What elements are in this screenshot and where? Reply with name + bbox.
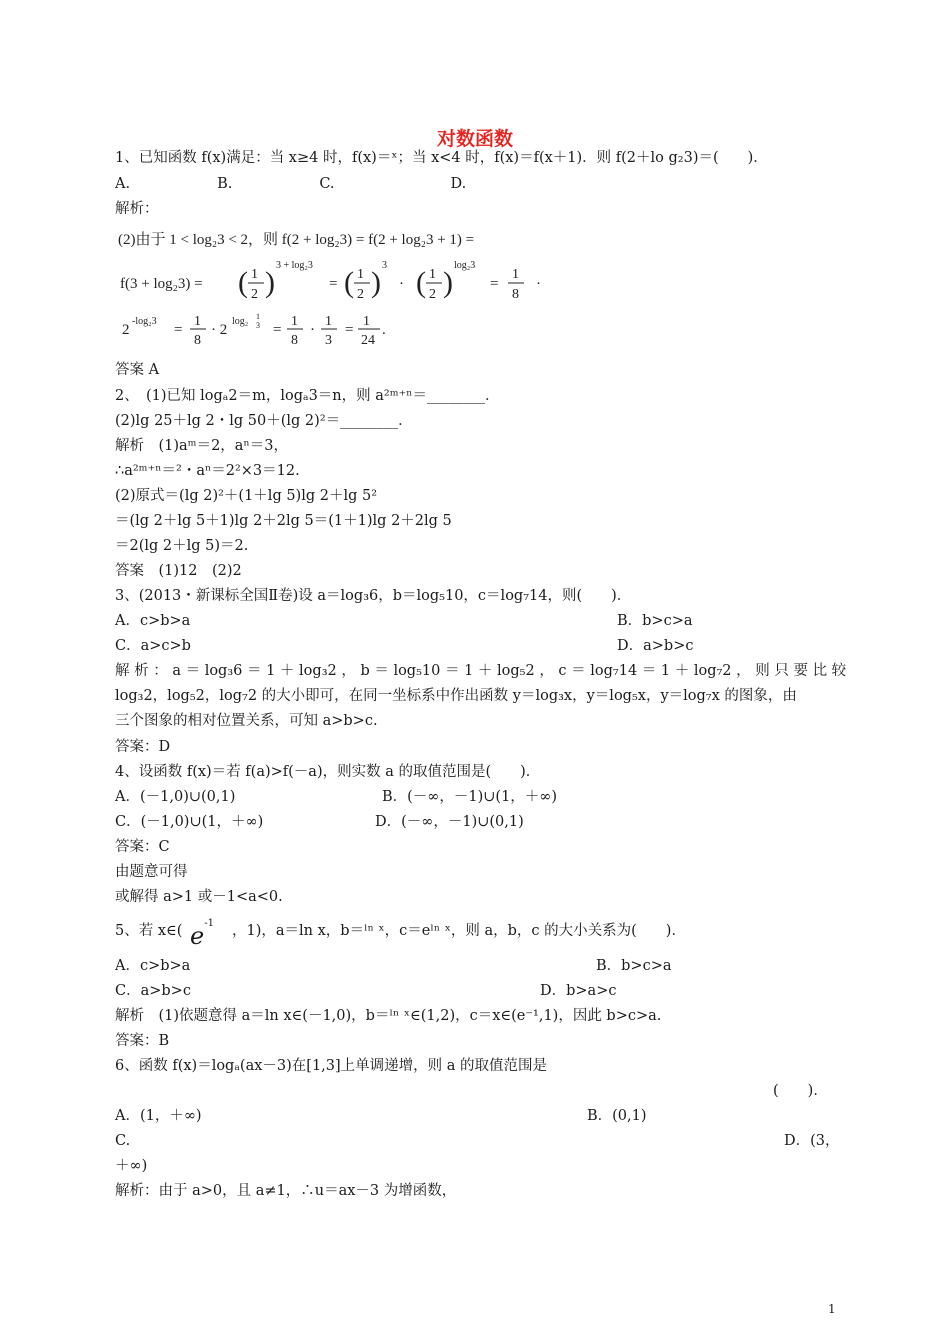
- svg-text:(2)由于 1 < log₂3 < 2，则 f(2 + lo: (2)由于 1 < log₂3 < 2，则 f(2 + log₂3) = f(2 + log₂3 + 1) =: [118, 232, 475, 248]
- text-line: 解析：: [115, 201, 159, 217]
- svg-text:3 + log₂3: 3 + log₂3: [276, 260, 313, 271]
- svg-text:): ): [443, 266, 453, 299]
- text-line: 1、已知函数 f(x)满足：当 x≥4 时，f(x)＝ˣ；当 x<4 时，f(x)＝f(x＋1)．则 f(2＋lo g₂3)＝( )．: [115, 150, 768, 166]
- svg-text:=: =: [273, 322, 282, 338]
- option-item: B．(－∞，－1)∪(1，＋∞): [382, 789, 558, 805]
- svg-text:· 2: · 2: [211, 322, 228, 338]
- svg-text:·: ·: [310, 322, 315, 338]
- svg-text:3: 3: [256, 321, 260, 330]
- svg-text:·: ·: [399, 276, 404, 292]
- svg-text:=: =: [490, 276, 499, 292]
- svg-text:·: ·: [536, 276, 541, 292]
- svg-text:8: 8: [512, 287, 519, 302]
- svg-text:2: 2: [429, 287, 436, 302]
- option-item: B．(0,1): [587, 1108, 647, 1124]
- text-line: C．a>c>b: [115, 638, 191, 654]
- text-line: 5、若 x∈(: [115, 923, 183, 939]
- text-line: 答案：D: [115, 739, 171, 755]
- page-title: 对数函数: [436, 128, 513, 150]
- text-line: log₃2，log₅2，log₇2 的大小即可，在同一坐标系中作出函数 y＝log₃x，y＝log₅x，y＝log₇x 的图象，由: [115, 688, 797, 704]
- text-line: 答案 A: [115, 362, 160, 378]
- svg-text:1: 1: [512, 267, 519, 282]
- text-line: 或解得 a>1 或－1<a<0.: [115, 889, 283, 905]
- svg-text:1: 1: [325, 314, 332, 329]
- option-item: D．a>b>c: [617, 638, 694, 654]
- text-line: 2、 (1)已知 logₐ2＝m，logₐ3＝n，则 a²ᵐ⁺ⁿ＝________．: [115, 388, 500, 404]
- svg-text:1: 1: [363, 314, 370, 329]
- option-item: B．b>c>a: [617, 613, 693, 629]
- option-item: B．b>c>a: [596, 958, 672, 974]
- svg-text:.: .: [382, 322, 386, 338]
- text-line: C．a>b>c: [115, 983, 191, 999]
- text-line: 答案 (1)12 (2)2: [115, 563, 242, 579]
- text-line: 3、(2013・新课标全国Ⅱ卷)设 a＝log₃6，b＝log₅10，c＝log₇14，则( )．: [115, 588, 632, 604]
- svg-text:f(3 + log₂3) =: f(3 + log₂3) =: [120, 276, 203, 292]
- svg-text:8: 8: [194, 333, 201, 348]
- e-symbol: $e^{-1}$: [190, 918, 214, 950]
- text-line: 解析：由于 a>0，且 a≠1，∴u＝ax－3 为增函数，: [115, 1183, 457, 1199]
- text-line: C.: [115, 1133, 131, 1149]
- svg-text:1: 1: [251, 267, 258, 282]
- svg-text:=: =: [345, 322, 354, 338]
- svg-text:24: 24: [361, 333, 375, 348]
- svg-text:=: =: [329, 276, 338, 292]
- svg-text:2: 2: [251, 287, 258, 302]
- svg-text:1: 1: [357, 267, 364, 282]
- text-line: 答案：B: [115, 1033, 170, 1049]
- svg-text:2: 2: [122, 322, 130, 338]
- svg-text:1: 1: [429, 267, 436, 282]
- svg-text:log₂: log₂: [232, 316, 249, 327]
- svg-text:8: 8: [291, 333, 298, 348]
- svg-text:1: 1: [291, 314, 298, 329]
- text-line: 由题意可得: [115, 864, 188, 880]
- svg-text:-log₂3: -log₂3: [132, 316, 157, 327]
- svg-text:=: =: [174, 322, 183, 338]
- text-line: ∴a²ᵐ⁺ⁿ＝²・aⁿ＝2²×3＝12.: [115, 463, 300, 479]
- svg-text:1: 1: [194, 314, 201, 329]
- svg-text:(: (: [416, 266, 426, 299]
- svg-text:(: (: [344, 266, 354, 299]
- text-line: ＝2(lg 2＋lg 5)＝2.: [115, 538, 249, 554]
- text-line: 4、设函数 f(x)＝若 f(a)>f(－a)，则实数 a 的取值范围是( )．: [115, 764, 541, 780]
- option-item: D．b>a>c: [540, 983, 617, 999]
- text-line: ＋∞): [115, 1158, 148, 1174]
- option-item: ( )．: [773, 1083, 828, 1099]
- page-number: 1: [828, 1302, 836, 1316]
- text-line: A．c>b>a: [115, 958, 191, 974]
- option-item: D．(－∞，－1)∪(0,1): [375, 814, 524, 830]
- text-line: C．(－1,0)∪(1，＋∞): [115, 814, 264, 830]
- text-line: A．(－1,0)∪(0,1): [115, 789, 236, 805]
- text-line: 6、函数 f(x)＝logₐ(ax－3)在[1,3]上单调递增，则 a 的取值范围是: [115, 1058, 548, 1074]
- solution-equation-image: [118, 222, 568, 352]
- text-line: 三个图象的相对位置关系，可知 a>b>c.: [115, 713, 378, 729]
- svg-text:log₂3: log₂3: [454, 260, 476, 271]
- text-line: A．(1，＋∞): [115, 1108, 202, 1124]
- text-line: (2)lg 25＋lg 2・lg 50＋(lg 2)²＝________．: [115, 413, 413, 429]
- svg-text:): ): [265, 266, 275, 299]
- text-line: 解 析 ： a ＝ log₃6 ＝ 1 ＋ log₃2 ， b ＝ log₅10 ＝ 1 ＋ log₅2 ， c ＝ log₇14 ＝ 1 ＋ log₇2 ， 则 只 要 比 较: [115, 663, 847, 679]
- option-item: D．(3，: [784, 1133, 840, 1149]
- text-line: 答案：C: [115, 839, 170, 855]
- text-line: 解析 (1)依题意得 a＝ln x∈(－1,0)，b＝ˡⁿ ˣ∈(1,2)，c＝x∈(e⁻¹,1)，因此 b>c>a.: [115, 1008, 662, 1024]
- text-line: ＝(lg 2＋lg 5＋1)lg 2＋2lg 5＝(1＋1)lg 2＋2lg 5: [115, 513, 452, 529]
- text-line: (2)原式＝(lg 2)²＋(1＋lg 5)lg 2＋lg 5²: [115, 488, 378, 504]
- svg-text:(: (: [238, 266, 248, 299]
- text-line: 解析 (1)aᵐ＝2，aⁿ＝3，: [115, 438, 288, 454]
- svg-text:1: 1: [256, 312, 260, 321]
- svg-text:2: 2: [357, 287, 364, 302]
- svg-text:3: 3: [382, 260, 387, 271]
- text-line: A．c>b>a: [115, 613, 191, 629]
- svg-text:): ): [371, 266, 381, 299]
- option-item: ，1)，a＝ln x，b＝ˡⁿ ˣ，c＝eˡⁿ ˣ，则 a，b，c 的大小关系为( )．: [232, 923, 686, 939]
- svg-text:3: 3: [325, 333, 332, 348]
- text-line: A. B. C. D.: [115, 176, 467, 192]
